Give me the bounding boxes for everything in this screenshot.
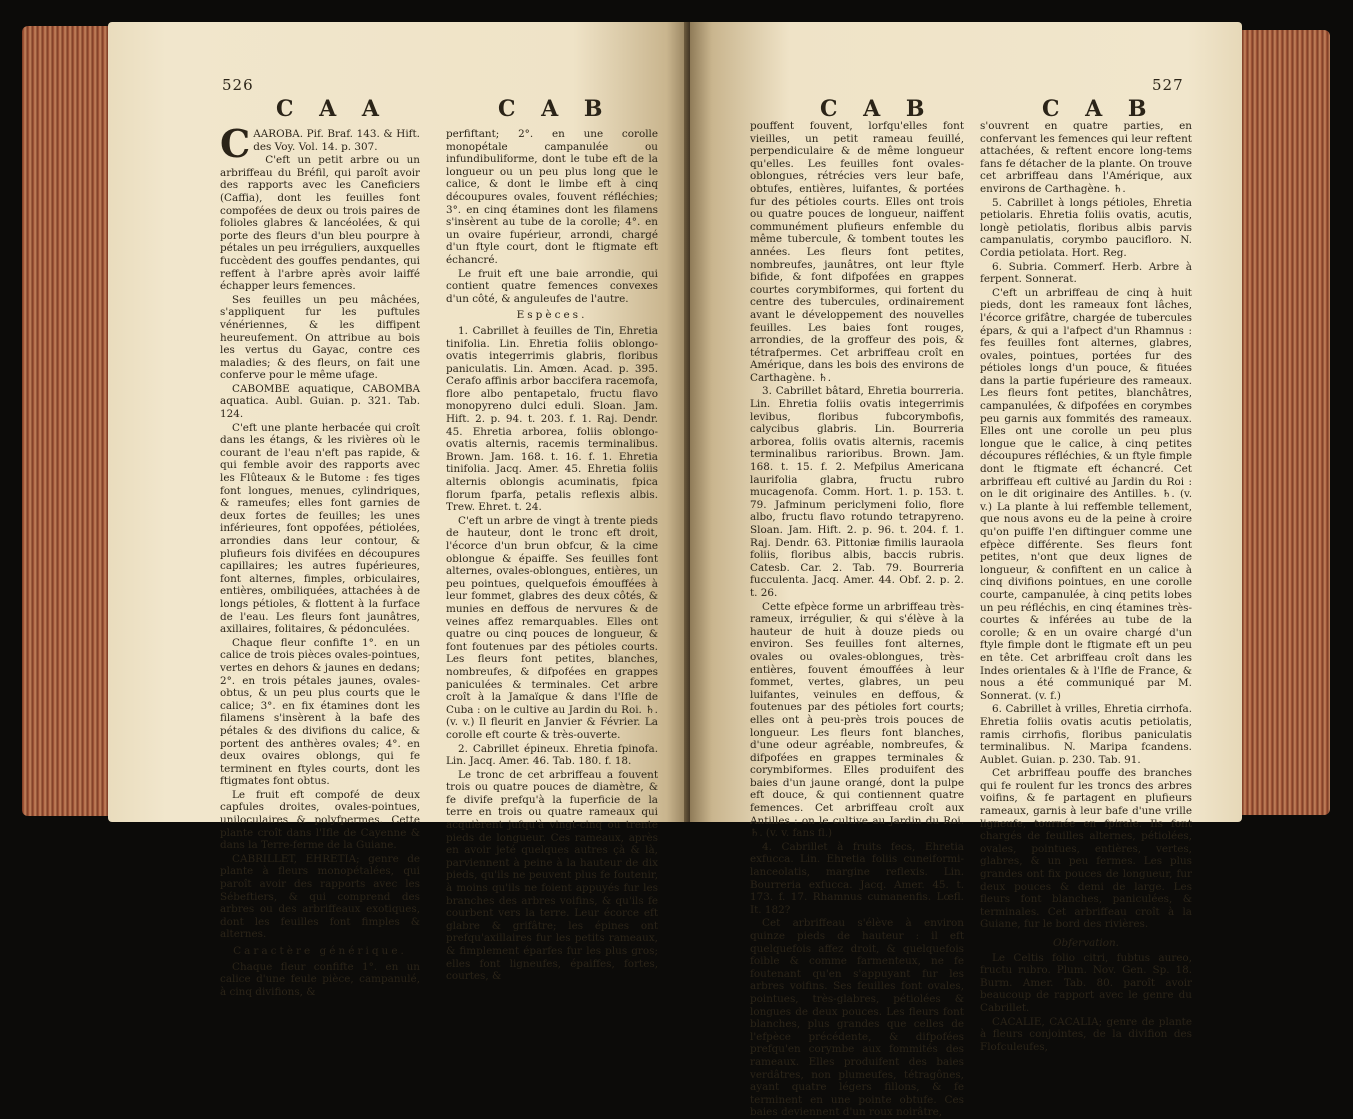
paragraph: s'ouvrent en quatre parties, en confervant les femences qui leur reftent attachées, & reftent encore long-tems fans fe détacher de la plante. On trouve cet arbriffeau dans l'Amérique, aux environs de Carthagène. ♄. [980, 120, 1192, 195]
paragraph: C'eft une plante herbacée qui croît dans les étangs, & les rivières où le courant de l'eau n'eft pas rapide, & qui femble avoir des rapports avec les Flûteaux & le Butome : fes tiges font longues, menues, cylindriques, & rameufes; elles font garnies de deux fortes de feuilles; les unes inférieures, font oppofées, pétiolées, arrondies dans leur contour, & plufieurs fois divifées en découpures capillaires; les autres fupérieures, font alternes, fimples, orbiculaires, entières, ombiliquées, attachées à de longs pétioles, & flottent à la furface de l'eau. Les fleurs font jaunâtres, axillaires, folitaires, & pédonculées. [220, 421, 420, 636]
column-header-left-2: C A B [498, 96, 612, 122]
species-entry-3: 3. Cabrillet bâtard, Ehretia bourreria. Lin. Ehretia foliis ovatis integerrimis levibus, floribus fubcorymbofis, calycibus glabris. Lin. Bourreria arborea, foliis ovatis alternis, racemis terminalibus rarioribus. Brown. Jam. 168. t. 15. f. 2. Mefpilus Americana laurifolia glabra, fructu rubro mucagenofa. Comm. Hort. 1. p. 153. t. 79. Jafminum periclymeni folio, flore albo, fructu flavo rotundo tetrapyreno. Sloan. Jam. Hift. 2. p. 96. t. 204. f. 1. Raj. Dendr. 63. Pittoniæ fimilis lauraola foliis, floribus albis, baccis rubris. Catesb. Car. 2. Tab. 79. Bourreria fucculenta. Jacq. Amer. 44. Obf. 2. p. 2. t. 26. [750, 385, 964, 599]
section-heading-especes: Espèces. [516, 309, 588, 322]
page-number-right: 527 [1152, 76, 1184, 94]
species-entry-4: 4. Cabrillet à fruits fecs, Ehretia exfucca. Lin. Ehretia foliis cuneiformi-lanceolatis, margine reflexis. Lin. Bourreria exfucca. Jacq. Amer. 45. t. 173. f. 17. Rhamnus cumanenfis. Lœfl. It. 182? [750, 840, 964, 916]
observation-heading: Obfervation. [1053, 937, 1119, 949]
right-page-column-1 [750, 120, 964, 1119]
column-header-left-1: C A A [276, 96, 388, 122]
right-page-edges [1238, 30, 1330, 815]
left-page [108, 22, 690, 998]
entry-cabrillet: CABRILLET, EHRETIA; genre de plante à fleurs monopétalées, qui paroît avoir des rapports avec les Sébeftiers, & qui comprend des arbres ou des arbriffeaux exotiques, dont les feuilles font fimples & alternes. [220, 852, 420, 941]
paragraph: Cet arbriffeau pouffe des branches qui fe roulent fur les troncs des arbres voifins, & fe partagent en plufieurs rameaux, garnis à leur bafe d'une vrille ligneufe, tournée en fpirale. Ils font chargés de feuilles alternes, pétiolées, ovales, pointues, entières, vertes, glabres, & un peu fermes. Les plus grandes ont fix pouces de longueur, fur deux pouces & demi de large. Les fleurs font blanches, paniculées, & terminales. Cet arbriffeau croît à la Guiane, fur le bord des rivières. [980, 767, 1192, 931]
section-heading-caractere: Caractère générique. [233, 945, 407, 957]
paragraph: C'eft un arbriffeau de cinq à huit pieds, dont les rameaux font lâches, l'écorce grifâtre, chargée de tubercules épars, & qui a l'afpect d'un Rhamnus : fes feuilles font alternes, glabres, ovales, pointues, portées fur des pétioles longs d'un pouce, & fituées dans la partie fupérieure des rameaux. Les fleurs font petites, blanchâtres, campanulées, & difpofées en corymbes peu garnis aux fommités des rameaux. Elles ont une corolle un peu plus longue que le calice, à cinq petites découpures réfléchies, & un ftyle fimple dont le ftigmate eft échancré. Cet arbriffeau eft cultivé au Jardin du Roi : on le dit originaire des Antilles. ♄. (v. v.) La plante à lui reffemble tellement, que nous avons eu de la peine à croire qu'on puiffe l'en diftinguer comme une efpèce différente. Ses fleurs font petites, n'ont que deux lignes de longueur, & confiftent en un calice à cinq divifions pointues, en une corolle courte, campanulée, à cinq petits lobes un peu réfléchis, en cinq étamines très-courtes & inférées au tube de la corolle; & en un ovaire chargé d'un ftyle fimple dont le ftigmate eft un peu en tête. Cet arbriffeau croît dans les Indes orientales & à l'Ifle de France, & nous a été communiqué par M. Sonnerat. (v. f.) [980, 286, 1192, 702]
paragraph: C'eft un arbre de vingt à trente pieds de hauteur, dont le tronc eft droit, l'écorce d'un brun obfcur, & la cime oblongue & épaiffe. Ses feuilles font alternes, ovales-oblongues, entières, un peu pointues, quelquefois émouffées à leur fommet, glabres des deux côtés, & munies en deffous de nervures & de veines affez remarquables. Elles ont quatre ou cinq pouces de longueur, & font foutenues par des pétioles courts. Les fleurs font petites, blanches, nombreufes, & difpofées en grappes paniculées & terminales. Cet arbre croît à la Jamaïque & dans l'Ifle de Cuba : on le cultive au Jardin du Roi. ♄. (v. v.) Il fleurit en Janvier & Février. La corolle eft courte & très-ouverte. [446, 514, 658, 741]
left-page-edges [22, 26, 114, 816]
paragraph: Le tronc de cet arbriffeau a fouvent trois ou quatre pouces de diamètre, & fe divife prefqu'à la fuperficie de la terre en trois ou quatre rameaux qui acquièrent jufqu'à vingt-cinq ou trente pieds de longueur. Ces rameaux, après en avoir jeté quelques autres çà & là, parviennent à peine à la hauteur de dix pieds, qu'ils ne peuvent plus fe foutenir, à moins qu'ils ne foient appuyés fur les branches des arbres voifins, & qu'ils fe courbent vers la terre. Leur écorce eft glabre & grifâtre; les épines ont prefqu'axillaires fur les petits rameaux, & fimplement éparfes fur les plus gros; elles font ligneufes, épaiffes, fortes, courtes, & [446, 768, 658, 983]
paragraph: Cette efpèce forme un arbriffeau très-rameux, irrégulier, & qui s'élève à la hauteur de huit à douze pieds ou environ. Ses feuilles font alternes, ovales ou ovales-oblongues, très-entières, fouvent émouffées à leur fommet, vertes, glabres, un peu luifantes, veinules en deffous, & foutenues par des pétioles fort courts; elles ont à peu-près trois pouces de longueur. Les fleurs font blanches, d'une odeur agréable, nombreufes, & difpofées en grappes terminales & corymbiformes. Elles produifent des baies d'un jaune orangé, dont la pulpe eft douce, & qui contiennent quatre femences. Cet arbriffeau croît aux Antilles : on le cultive au Jardin du Roi. ♄. (v. v. fans fl.) [750, 600, 964, 840]
page-number-left: 526 [222, 76, 254, 94]
species-entry-6b: 6. Cabrillet à vrilles, Ehretia cirrhofa. Ehretia foliis ovatis acutis petiolatis, ramis cirrhofis, floribus paniculatis terminalibus. N. Maripa fcandens. Aublet. Guian. p. 230. Tab. 91. [980, 703, 1192, 766]
paragraph: Le fruit eft compofé de deux capfules droites, ovales-pointues, uniloculaires & polyfpermes. Cette plante croît dans l'Ifle de Cayenne & dans la Terre-ferme de la Guiane. [220, 788, 420, 852]
paragraph: Chaque fleur confifte 1°. en un calice de trois pièces ovales-pointues, vertes en dehors & jaunes en dedans; 2°. en trois pétales jaunes, ovales-obtus, & un peu plus courts que le calice; 3°. en fix étamines dont les filamens s'insèrent à la bafe des pétales & des divifions du calice, & portent des anthères ovales; 4°. en deux ovaires oblongs, qui fe terminent en ftyles courts, dont les ftigmates font obtus. [220, 636, 420, 788]
paragraph: Ses feuilles un peu mâchées, s'appliquent fur les puftules vénériennes, & les diffipent heureufement. On attribue au bois les vertus du Gayac, contre ces maladies; & des fleurs, on fait une conferve pour le même ufage. [220, 293, 420, 382]
drop-cap: C [220, 121, 251, 166]
left-page-column-1 [220, 121, 420, 998]
species-entry-5: 5. Cabrillet à longs pétioles, Ehretia petiolaris. Ehretia foliis ovatis, acutis, longè petiolatis, floribus albis parvis campanulatis, corymbo paucifloro. N. Cordia petiolata. Hort. Reg. [980, 196, 1192, 259]
paragraph: perfiftant; 2°. en une corolle monopétale campanulée ou infundibuliforme, dont le tube eft de la longueur ou un peu plus long que le calice, & dont le limbe eft à cinq découpures ovales, fouvent réfléchies; 3°. en cinq étamines dont les filamens s'insèrent au tube de la corolle; 4°. en un ovaire fupérieur, arrondi, chargé d'un ftyle court, dont le ftigmate eft échancré. [446, 128, 658, 266]
right-page-column-2 [980, 120, 1192, 1053]
paragraph: C'eft un petit arbre ou un arbriffeau du Bréfil, qui paroît avoir des rapports avec les Caneficiers (Caffia), dont les feuilles font compofées de deux ou trois paires de folioles glabres & lancéolées, & qui porte des fleurs d'un bleu pourpre à pétales un peu irréguliers, auxquelles fuccèdent des gouffes pendantes, qui reffent à l'arbre après avoir laiffé échapper leurs femences. [220, 154, 420, 293]
species-entry-1: 1. Cabrillet à feuilles de Tin, Ehretia tinifolia. Lin. Ehretia foliis oblongo-ovatis integerrimis glabris, floribus paniculatis. Lin. Amœn. Acad. p. 395. Cerafo affinis arbor baccifera racemofa, flore albo pentapetalo, fructu flavo monopyreno dulci eduli. Sloan. Jam. Hift. 2. p. 94. t. 203. f. 1. Raj. Dendr. 45. Ehretia arborea, foliis oblongo-ovatis alternis, racemis terminalibus. Brown. Jam. 168. t. 16. f. 1. Ehretia tinifolia. Jacq. Amer. 45. Ehretia foliis alternis oblongis acuminatis, fpica florum fparfa, petalis reflexis albis. Trew. Ehret. t. 24. [446, 324, 658, 514]
right-page [690, 22, 1242, 1119]
column-header-right-2: C A B [1042, 96, 1156, 122]
entry-cacalie: CACALIE, CACALIA; genre de plante à fleurs conjointes, de la divifion des Flofculeufes, [980, 1015, 1192, 1053]
paragraph: Cet arbriffeau s'élève à environ quinze pieds de hauteur : il eft quelquefois affez droit, & quelquefois foible & comme farmenteux, ne fe foutenant qu'en s'appuyant fur les arbres voifins. Ses feuilles font ovales, pointues, très-glabres, pétiolées & longues de deux pouces. Les fleurs font blanches, plus grandes que celles de l'efpèce précédente, & difpofées prefqu'en corymbe aux fommités des rameaux. Elles produifent des baies verdâtres, non plumeufes, tétragônes, ayant quatre légers fillons, & fe terminent en une pointe obtufe. Ces baies deviennent d'un roux noirâtre, [750, 917, 964, 1119]
observation-text: Le Celtis folio citri, fubtus aureo, fructu rubro. Plum. Nov. Gen. Sp. 18. Burm. Amer. Tab. 80. paroît avoir beaucoup de rapport avec le genre du Cabrillet. [980, 951, 1192, 1014]
paragraph: Chaque fleur confifte 1°. en un calice d'une feule pièce, campanulé, à cinq divifions, & [220, 960, 420, 998]
column-header-right-1: C A B [820, 96, 934, 122]
paragraph: Le fruit eft une baie arrondie, qui contient quatre femences convexes d'un côté, & anguleufes de l'autre. [446, 267, 658, 305]
species-entry-2: 2. Cabrillet épineux. Ehretia fpinofa. Lin. Jacq. Amer. 46. Tab. 180. f. 18. [446, 742, 658, 768]
left-page-column-2 [446, 128, 658, 983]
paragraph: pouffent fouvent, lorfqu'elles font vieilles, un petit rameau feuillé, perpendiculaire & de même longueur qu'elles. Les feuilles font ovales-oblongues, rétrécies vers leur bafe, obtufes, entières, luifantes, & portées fur des pétioles courts. Elles ont trois ou quatre pouces de longueur, naiffent communément plufieurs enfemble du même tubercule, & tombent toutes les années. Les fleurs font petites, nombreufes, jaunâtres, ont leur ftyle bifide, & font difpofées en grappes courtes corymbiformes, qui fortent du centre des tubercules, ordinairement avant le développement des nouvelles feuilles. Les baies font rouges, arrondies, de la groffeur des pois, & tétrafpermes. Cet arbriffeau croît en Amérique, dans les bois des environs de Carthagène. ♄. [750, 120, 964, 384]
entry-cabombe: CABOMBE aquatique, CABOMBA aquatica. Aubl. Guian. p. 321. Tab. 124. [220, 382, 420, 421]
species-entry-6: 6. Subria. Commerf. Herb. Arbre à ferpent. Sonnerat. [980, 260, 1192, 286]
entry-caaroba: CAAROBA. Pif. Braf. 143. & Hift. des Voy. Vol. 14. p. 307. [220, 121, 420, 166]
